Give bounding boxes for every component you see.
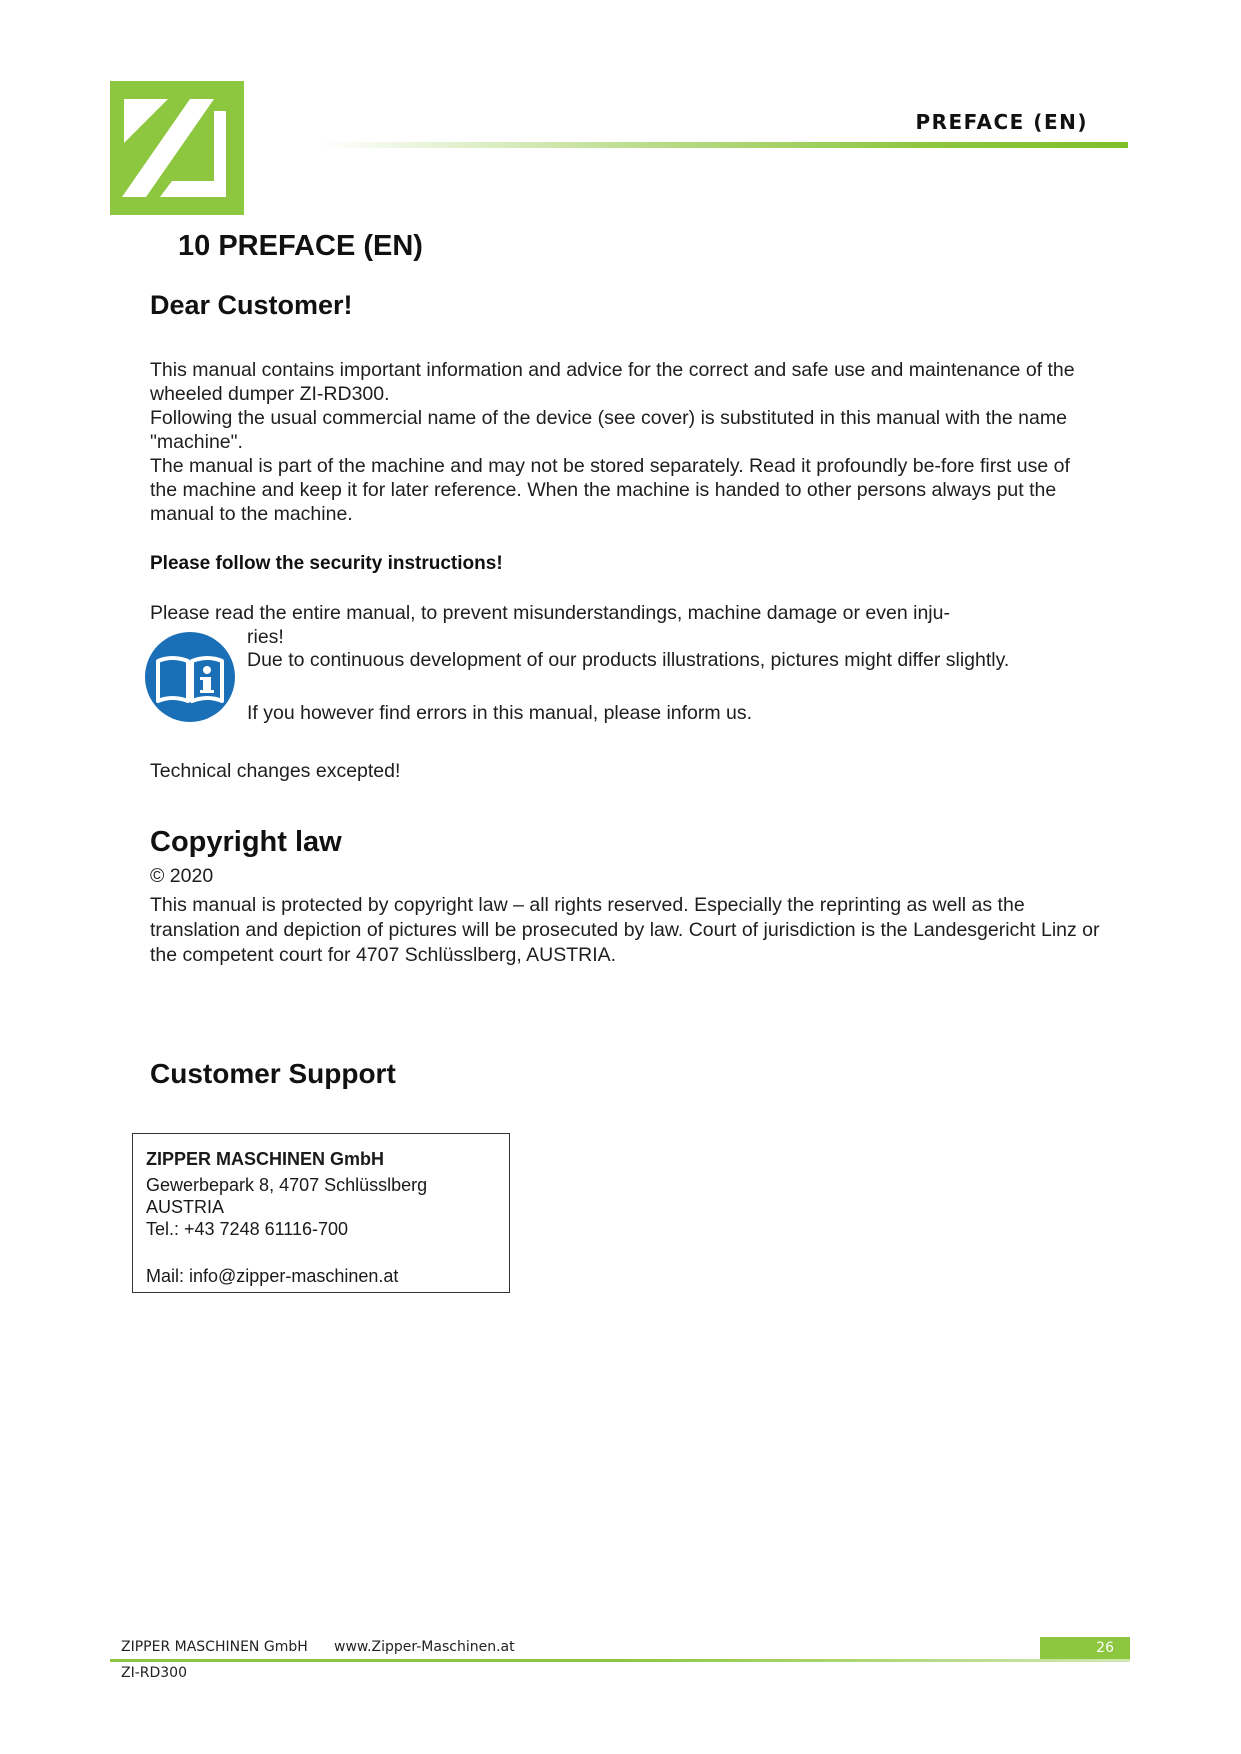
errors-note: If you however find errors in this manual, please inform us.: [247, 702, 753, 724]
chapter-title: 10 PREFACE (EN): [178, 230, 423, 262]
copyright-year: © 2020: [150, 865, 214, 887]
header-divider: [320, 142, 1128, 148]
copyright-heading: Copyright law: [150, 826, 342, 858]
copyright-text: This manual is protected by copyright law – all rights reserved. Especially the reprinting as well as the translation and depiction of pictures will be prosecuted by law. Court of jurisdiction is the Landesgericht Linz or the competent court for 4707 Schlüsslberg, AUSTRIA.: [150, 894, 1100, 966]
header-section-title: PREFACE (EN): [915, 110, 1088, 134]
dear-customer-heading: Dear Customer!: [150, 290, 353, 320]
intro-paragraph: The manual is part of the machine and may not be stored separately. Read it profoundly be-fore first use of the machine and keep it for later reference. When the machine is handed to other persons always put the manual to the machine.: [150, 455, 1070, 525]
intro-paragraph: This manual contains important information and advice for the correct and safe use and maintenance of the wheeled dumper ZI-RD300.: [150, 359, 1075, 405]
contact-country: AUSTRIA: [146, 1197, 225, 1217]
footer-divider: [110, 1659, 1130, 1662]
contact-company: ZIPPER MASCHINEN GmbH: [146, 1149, 385, 1169]
illustrations-note: Due to continuous development of our products illustrations, pictures might differ slightly.: [247, 649, 1010, 671]
contact-box: [132, 1133, 510, 1293]
customer-support-heading: Customer Support: [150, 1058, 396, 1089]
contact-address: Gewerbepark 8, 4707 Schlüsslberg: [146, 1175, 428, 1195]
intro-text: [150, 358, 1080, 526]
read-manual-line: ries!: [247, 626, 284, 648]
read-manual-line: Please read the entire manual, to prevent misunderstandings, machine damage or even inju-: [150, 602, 950, 624]
footer-company: ZIPPER MASCHINEN GmbH: [121, 1639, 308, 1655]
footer-website: www.Zipper-Maschinen.at: [334, 1639, 515, 1655]
read-manual-note: [150, 601, 1080, 649]
read-manual-info-icon: [144, 631, 236, 723]
technical-changes-note: Technical changes excepted!: [150, 760, 401, 782]
footer-model: ZI-RD300: [121, 1665, 188, 1681]
intro-paragraph: Following the usual commercial name of the device (see cover) is substituted in this manual with the name "machine".: [150, 407, 1067, 453]
safety-instructions-note: Please follow the security instructions!: [150, 553, 503, 574]
page-number: 26: [1040, 1637, 1130, 1659]
zipper-logo-icon: [110, 81, 244, 215]
contact-mail: Mail: info@zipper-maschinen.at: [146, 1266, 399, 1286]
contact-phone: Tel.: +43 7248 61116-700: [146, 1219, 348, 1239]
